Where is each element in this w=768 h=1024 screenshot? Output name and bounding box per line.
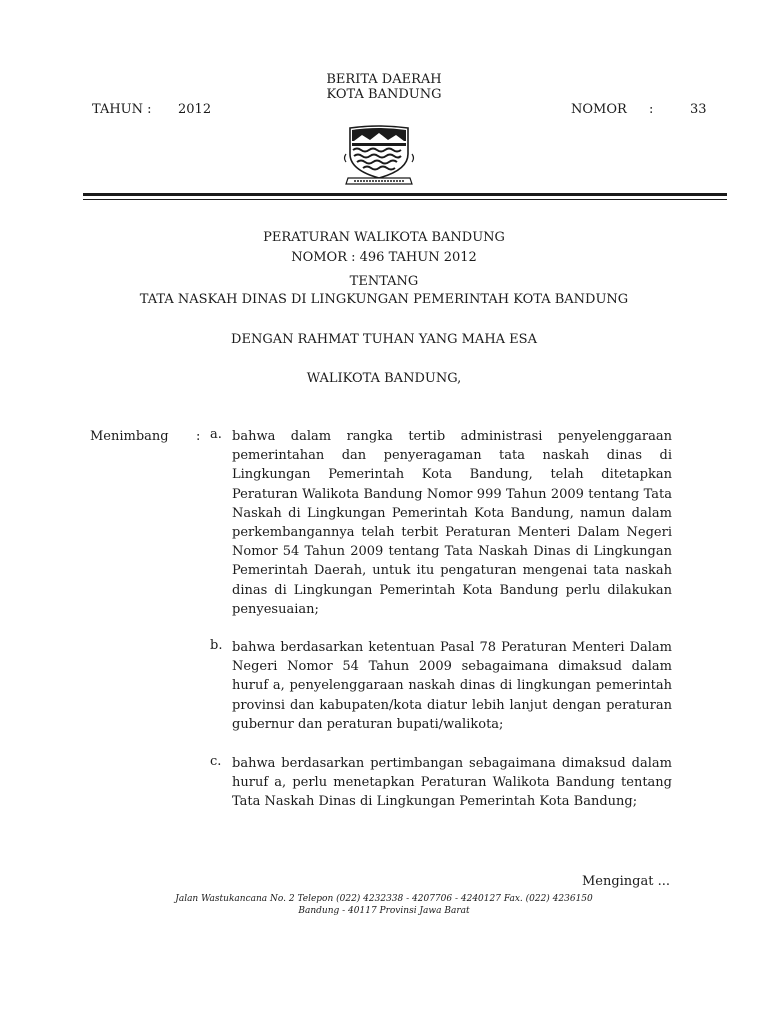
- regulation-title: PERATURAN WALIKOTA BANDUNG: [263, 230, 505, 245]
- kota-bandung-emblem-icon: [340, 124, 418, 188]
- item-text: bahwa berdasarkan ketentuan Pasal 78 Peraturan Menteri Dalam Negeri Nomor 54 Tahun 2009 sebagaimana dimaksud dalam huruf a, penyelenggaraan naskah dinas di lingkungan pemerintah provinsi dan kabupaten/kota diatur lebih lanjut dengan peraturan gubernur dan peraturan bupati/walikota;: [232, 640, 672, 732]
- nomor-label: NOMOR: [571, 102, 627, 117]
- nomor-value: 33: [690, 102, 707, 117]
- regulation-number: NOMOR : 496 TAHUN 2012: [291, 250, 477, 265]
- footer-address: Jalan Wastukancana No. 2 Telepon (022) 4232338 - 4207706 - 4240127 Fax. (022) 4236150: [175, 894, 593, 904]
- preamble-walikota: WALIKOTA BANDUNG,: [306, 371, 462, 386]
- menimbang-label: Menimbang: [90, 429, 169, 444]
- continuation-mengingat: Mengingat ...: [581, 874, 670, 889]
- menimbang-colon: :: [196, 429, 201, 444]
- item-letter: c.: [210, 754, 222, 769]
- tahun-label: TAHUN :: [92, 102, 152, 117]
- nomor-colon: :: [649, 102, 654, 117]
- header-divider-thin: [83, 199, 727, 200]
- tentang-heading: TENTANG: [349, 274, 419, 289]
- gazette-title: BERITA DAERAH: [326, 72, 442, 87]
- preamble-rahmat: DENGAN RAHMAT TUHAN YANG MAHA ESA: [231, 332, 537, 347]
- header-divider-thick: [83, 193, 727, 196]
- gazette-city: KOTA BANDUNG: [326, 87, 442, 102]
- regulation-subject: TATA NASKAH DINAS DI LINGKUNGAN PEMERINTAH KOTA BANDUNG: [139, 292, 629, 307]
- item-text: bahwa dalam rangka tertib administrasi penyelenggaraan pemerintahan dan penyeragaman tata naskah dinas di Lingkungan Pemerintah Kota Bandung, telah ditetapkan Peraturan Walikota Bandung Nomor 999 Tahun 2009 tentang Tata Naskah di Lingkungan Pemerintah Kota Bandung, namun dalam perkembangannya telah terbit Peraturan Menteri Dalam Negeri Nomor 54 Tahun 2009 tentang Tata Naskah Dinas di Lingkungan Pemerintah Daerah, untuk itu pengaturan mengenai tata naskah dinas di Lingkungan Pemerintah Kota Bandung perlu dilakukan penyesuaian;: [232, 429, 672, 617]
- item-letter: a.: [210, 427, 222, 442]
- tahun-value: 2012: [178, 102, 212, 117]
- footer-city: Bandung - 40117 Provinsi Jawa Barat: [298, 906, 470, 916]
- item-letter: b.: [210, 638, 223, 653]
- item-text: bahwa berdasarkan pertimbangan sebagaimana dimaksud dalam huruf a, perlu menetapkan Peraturan Walikota Bandung tentang Tata Naskah Dinas di Lingkungan Pemerintah Kota Bandung;: [232, 756, 672, 810]
